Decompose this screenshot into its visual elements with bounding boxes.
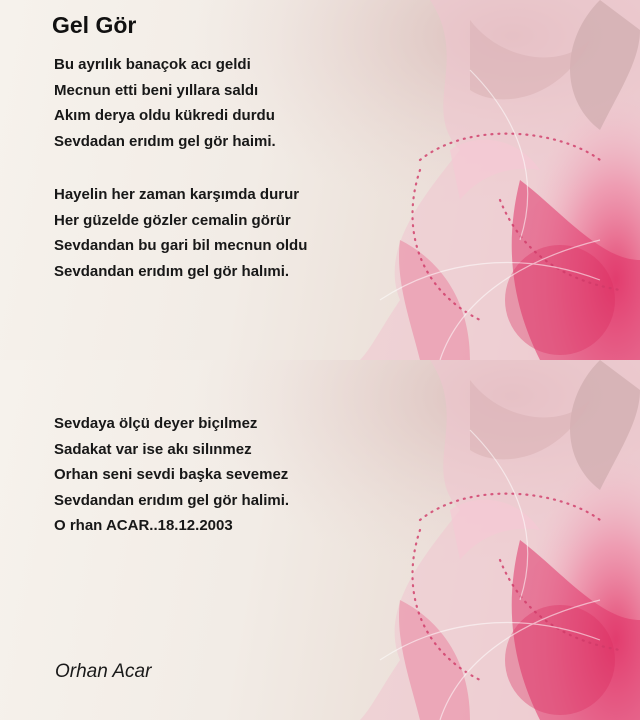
poem-stanza-3 [54,411,289,539]
poem-signature-line: O rhan ACAR..18.12.2003 [54,517,233,534]
poem-line: Sevdadan erıdım gel gör haimi. [54,132,276,150]
poem-line: Akım derya oldu kükredi durdu [54,107,275,124]
poem-line: Sevdandan erıdım gel gör halımi. [54,262,290,280]
poem-line: Sevdandan bu gari bil mecnun oldu [54,237,308,254]
poem-line: Her güzelde gözler cemalin görür [54,211,291,229]
poem-author: Orhan Acar [55,661,152,682]
poem-title: Gel Gör [52,12,137,38]
poem-line: Mecnun etti beni yıllara saldı [54,81,259,99]
poem-line: Sevdaya ölçü deyer biçılmez [54,415,258,432]
poem-line: Bu ayrılık banaçok acı geldi [54,56,251,73]
poem-line: Sadakat var ise akı silınmez [54,440,252,458]
poem-line: Hayelin her zaman karşımda durur [54,186,300,203]
poem-stanza-1 [54,52,276,154]
poem-stanza-2 [54,182,307,284]
poem-line: Orhan seni sevdi başka sevemez [54,466,289,483]
poem-line: Sevdandan erıdım gel gör halimi. [54,491,290,509]
